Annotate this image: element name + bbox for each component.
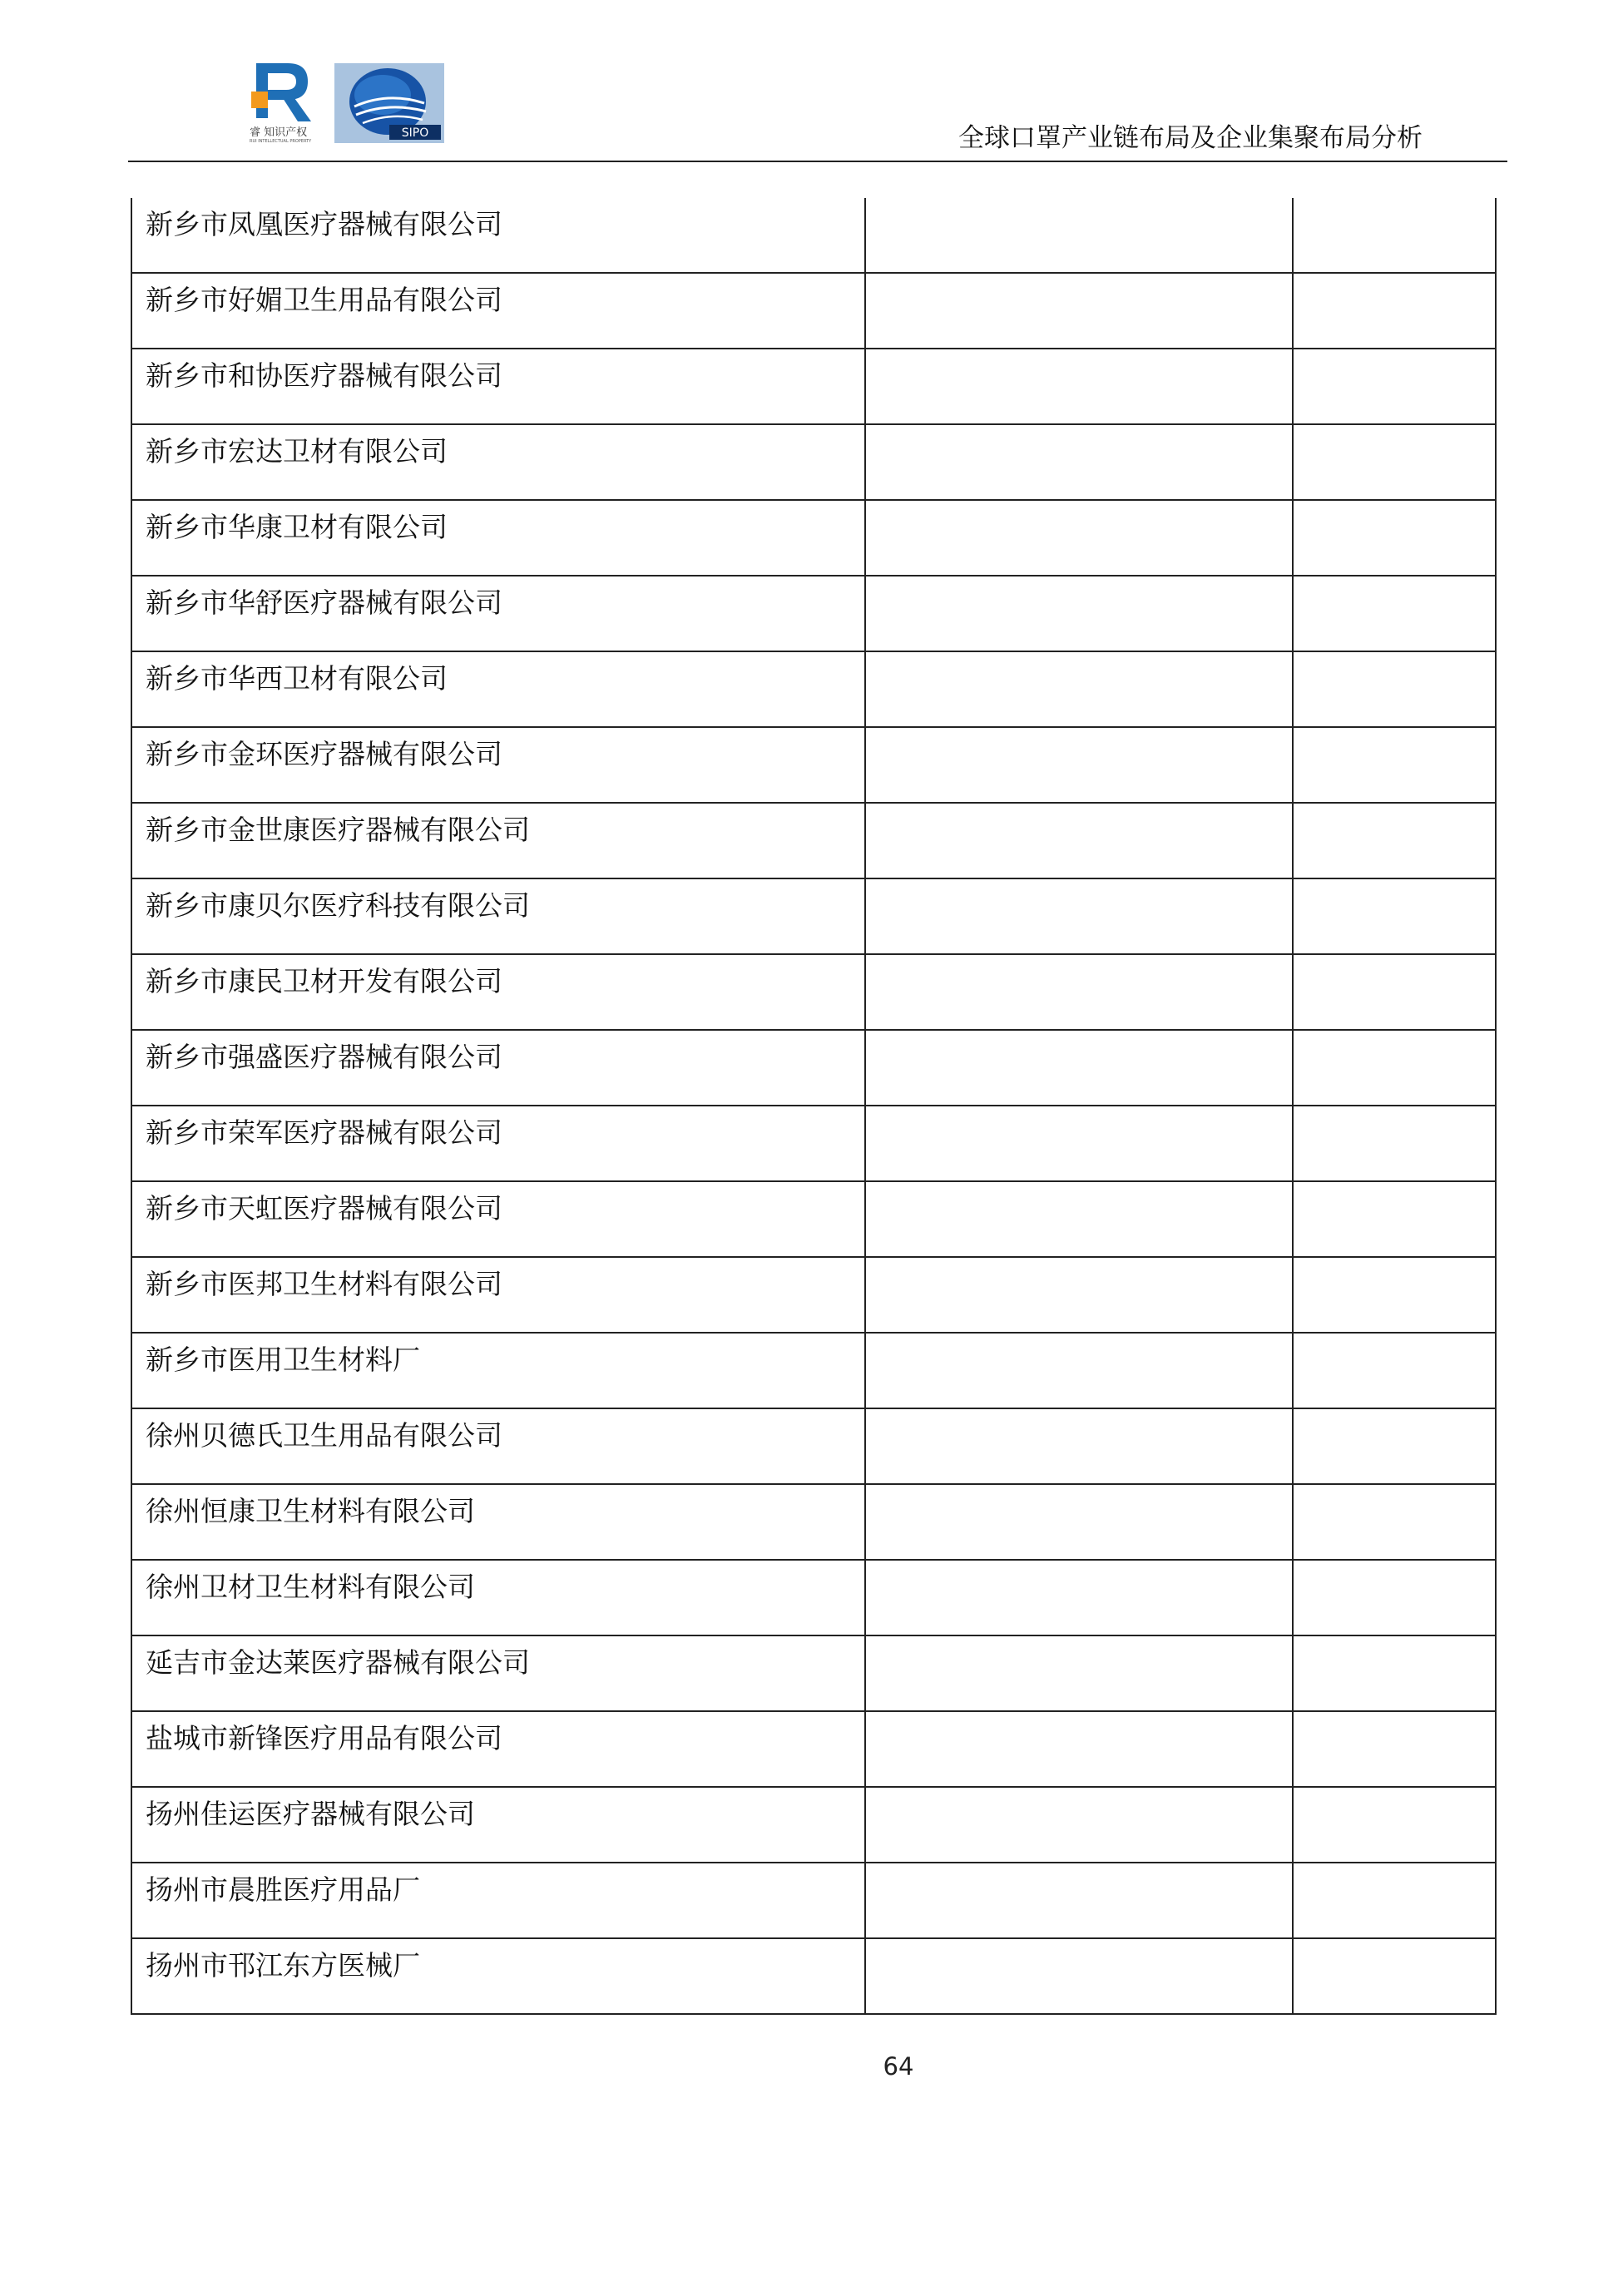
table-cell-col2	[865, 424, 1293, 500]
table-row	[131, 1333, 1496, 1408]
table-cell-col2	[865, 1106, 1293, 1181]
table-row	[131, 1560, 1496, 1635]
table-cell-col2	[865, 500, 1293, 576]
table-cell-col2	[865, 878, 1293, 954]
table-row	[131, 1408, 1496, 1484]
table-row	[131, 1787, 1496, 1863]
table-cell-col2	[865, 198, 1293, 273]
table-cell-col3	[1293, 1484, 1496, 1560]
table-row	[131, 1711, 1496, 1787]
table-cell-col2	[865, 1635, 1293, 1711]
rui-ip-logo-caption	[250, 126, 324, 146]
table-row	[131, 198, 1496, 273]
company-name: 新乡市华舒医疗器械有限公司	[146, 586, 502, 619]
table-cell-col3	[1293, 1408, 1496, 1484]
table-cell-col2	[865, 954, 1293, 1030]
company-name-cell	[131, 1787, 865, 1863]
company-name-cell	[131, 727, 865, 803]
company-name: 新乡市宏达卫材有限公司	[146, 435, 448, 468]
table-cell-col3	[1293, 1181, 1496, 1257]
company-table-body	[131, 198, 1496, 2014]
page-header	[0, 0, 1623, 166]
table-cell-col3	[1293, 954, 1496, 1030]
table-cell-col2	[865, 727, 1293, 803]
company-name-cell	[131, 1257, 865, 1333]
table-cell-col3	[1293, 1635, 1496, 1711]
table-row	[131, 1938, 1496, 2014]
company-name: 新乡市医邦卫生材料有限公司	[146, 1268, 502, 1300]
table-cell-col2	[865, 349, 1293, 424]
company-name-cell	[131, 500, 865, 576]
table-row	[131, 424, 1496, 500]
company-name-cell	[131, 1863, 865, 1938]
company-name: 徐州恒康卫生材料有限公司	[146, 1495, 475, 1527]
company-name: 徐州卫材卫生材料有限公司	[146, 1571, 475, 1603]
company-name: 新乡市和协医疗器械有限公司	[146, 359, 502, 392]
table-cell-col2	[865, 1030, 1293, 1106]
table-row	[131, 576, 1496, 651]
company-name-cell	[131, 1938, 865, 2014]
company-table	[131, 198, 1497, 2015]
company-name-cell	[131, 576, 865, 651]
table-cell-col3	[1293, 198, 1496, 273]
company-name-cell	[131, 424, 865, 500]
table-cell-col2	[865, 1711, 1293, 1787]
table-row	[131, 1484, 1496, 1560]
company-name: 新乡市荣军医疗器械有限公司	[146, 1116, 502, 1149]
company-name: 徐州贝德氏卫生用品有限公司	[146, 1419, 502, 1452]
table-row	[131, 500, 1496, 576]
table-row	[131, 954, 1496, 1030]
table-cell-col2	[865, 1560, 1293, 1635]
table-cell-col3	[1293, 500, 1496, 576]
company-name-cell	[131, 349, 865, 424]
company-name-cell	[131, 878, 865, 954]
company-name: 扬州市晨胜医疗用品厂	[146, 1873, 420, 1906]
table-cell-col2	[865, 1863, 1293, 1938]
table-row	[131, 1635, 1496, 1711]
company-name: 延吉市金达莱医疗器械有限公司	[146, 1646, 530, 1679]
table-cell-col3	[1293, 1106, 1496, 1181]
table-cell-col3	[1293, 424, 1496, 500]
sipo-logo	[334, 63, 444, 143]
rui-r-logo-icon	[250, 58, 316, 128]
company-name-cell	[131, 198, 865, 273]
logo-caption-cn: 睿 知识产权	[250, 126, 308, 139]
table-row	[131, 1106, 1496, 1181]
company-name-cell	[131, 954, 865, 1030]
table-cell-col2	[865, 1181, 1293, 1257]
table-row	[131, 1863, 1496, 1938]
company-name: 新乡市金环医疗器械有限公司	[146, 738, 502, 770]
table-row	[131, 727, 1496, 803]
table-row	[131, 1030, 1496, 1106]
company-name-cell	[131, 1560, 865, 1635]
table-cell-col3	[1293, 878, 1496, 954]
table-row	[131, 1257, 1496, 1333]
table-cell-col2	[865, 1787, 1293, 1863]
table-cell-col2	[865, 1938, 1293, 2014]
document-title: 全球口罩产业链布局及企业集聚布局分析	[958, 123, 1423, 153]
table-cell-col2	[865, 651, 1293, 727]
table-cell-col3	[1293, 727, 1496, 803]
table-cell-col3	[1293, 651, 1496, 727]
table-cell-col3	[1293, 1030, 1496, 1106]
logo-caption-en: RUI INTELLECTUAL PROPERTY	[250, 139, 312, 144]
table-cell-col3	[1293, 349, 1496, 424]
company-name: 新乡市强盛医疗器械有限公司	[146, 1041, 502, 1073]
company-name: 新乡市凤凰医疗器械有限公司	[146, 208, 502, 240]
table-row	[131, 273, 1496, 349]
company-name-cell	[131, 273, 865, 349]
sipo-globe-icon	[334, 63, 444, 143]
table-row	[131, 878, 1496, 954]
table-cell-col2	[865, 1408, 1293, 1484]
table-row	[131, 651, 1496, 727]
company-name-cell	[131, 1484, 865, 1560]
company-table-container	[131, 198, 1493, 2015]
company-name-cell	[131, 803, 865, 878]
table-cell-col3	[1293, 1863, 1496, 1938]
table-row	[131, 349, 1496, 424]
table-row	[131, 1181, 1496, 1257]
company-name: 新乡市康贝尔医疗科技有限公司	[146, 889, 530, 922]
company-name: 扬州佳运医疗器械有限公司	[146, 1798, 475, 1830]
company-name-cell	[131, 1408, 865, 1484]
company-name: 新乡市医用卫生材料厂	[146, 1343, 420, 1376]
company-name-cell	[131, 1030, 865, 1106]
company-name-cell	[131, 1711, 865, 1787]
company-name: 新乡市华西卫材有限公司	[146, 662, 448, 695]
table-cell-col3	[1293, 273, 1496, 349]
company-name: 新乡市好媚卫生用品有限公司	[146, 284, 502, 316]
table-cell-col3	[1293, 1711, 1496, 1787]
company-name: 新乡市华康卫材有限公司	[146, 511, 448, 543]
page-number: 64	[883, 2052, 914, 2081]
header-divider	[128, 161, 1507, 162]
table-cell-col2	[865, 1333, 1293, 1408]
table-cell-col2	[865, 576, 1293, 651]
table-cell-col3	[1293, 1257, 1496, 1333]
company-name: 新乡市金世康医疗器械有限公司	[146, 814, 530, 846]
company-name-cell	[131, 1181, 865, 1257]
table-cell-col3	[1293, 803, 1496, 878]
table-row	[131, 803, 1496, 878]
table-cell-col3	[1293, 1787, 1496, 1863]
table-cell-col2	[865, 1484, 1293, 1560]
table-cell-col3	[1293, 1938, 1496, 2014]
company-name-cell	[131, 1106, 865, 1181]
company-name: 盐城市新锋医疗用品有限公司	[146, 1722, 502, 1754]
company-name-cell	[131, 651, 865, 727]
table-cell-col2	[865, 803, 1293, 878]
table-cell-col3	[1293, 1560, 1496, 1635]
sipo-logo-text: SIPO	[401, 126, 429, 140]
company-name: 新乡市康民卫材开发有限公司	[146, 965, 502, 997]
company-name-cell	[131, 1333, 865, 1408]
company-name: 扬州市邗江东方医械厂	[146, 1949, 420, 1982]
table-cell-col2	[865, 273, 1293, 349]
table-cell-col2	[865, 1257, 1293, 1333]
table-cell-col3	[1293, 576, 1496, 651]
company-name: 新乡市天虹医疗器械有限公司	[146, 1192, 502, 1225]
company-name-cell	[131, 1635, 865, 1711]
table-cell-col3	[1293, 1333, 1496, 1408]
